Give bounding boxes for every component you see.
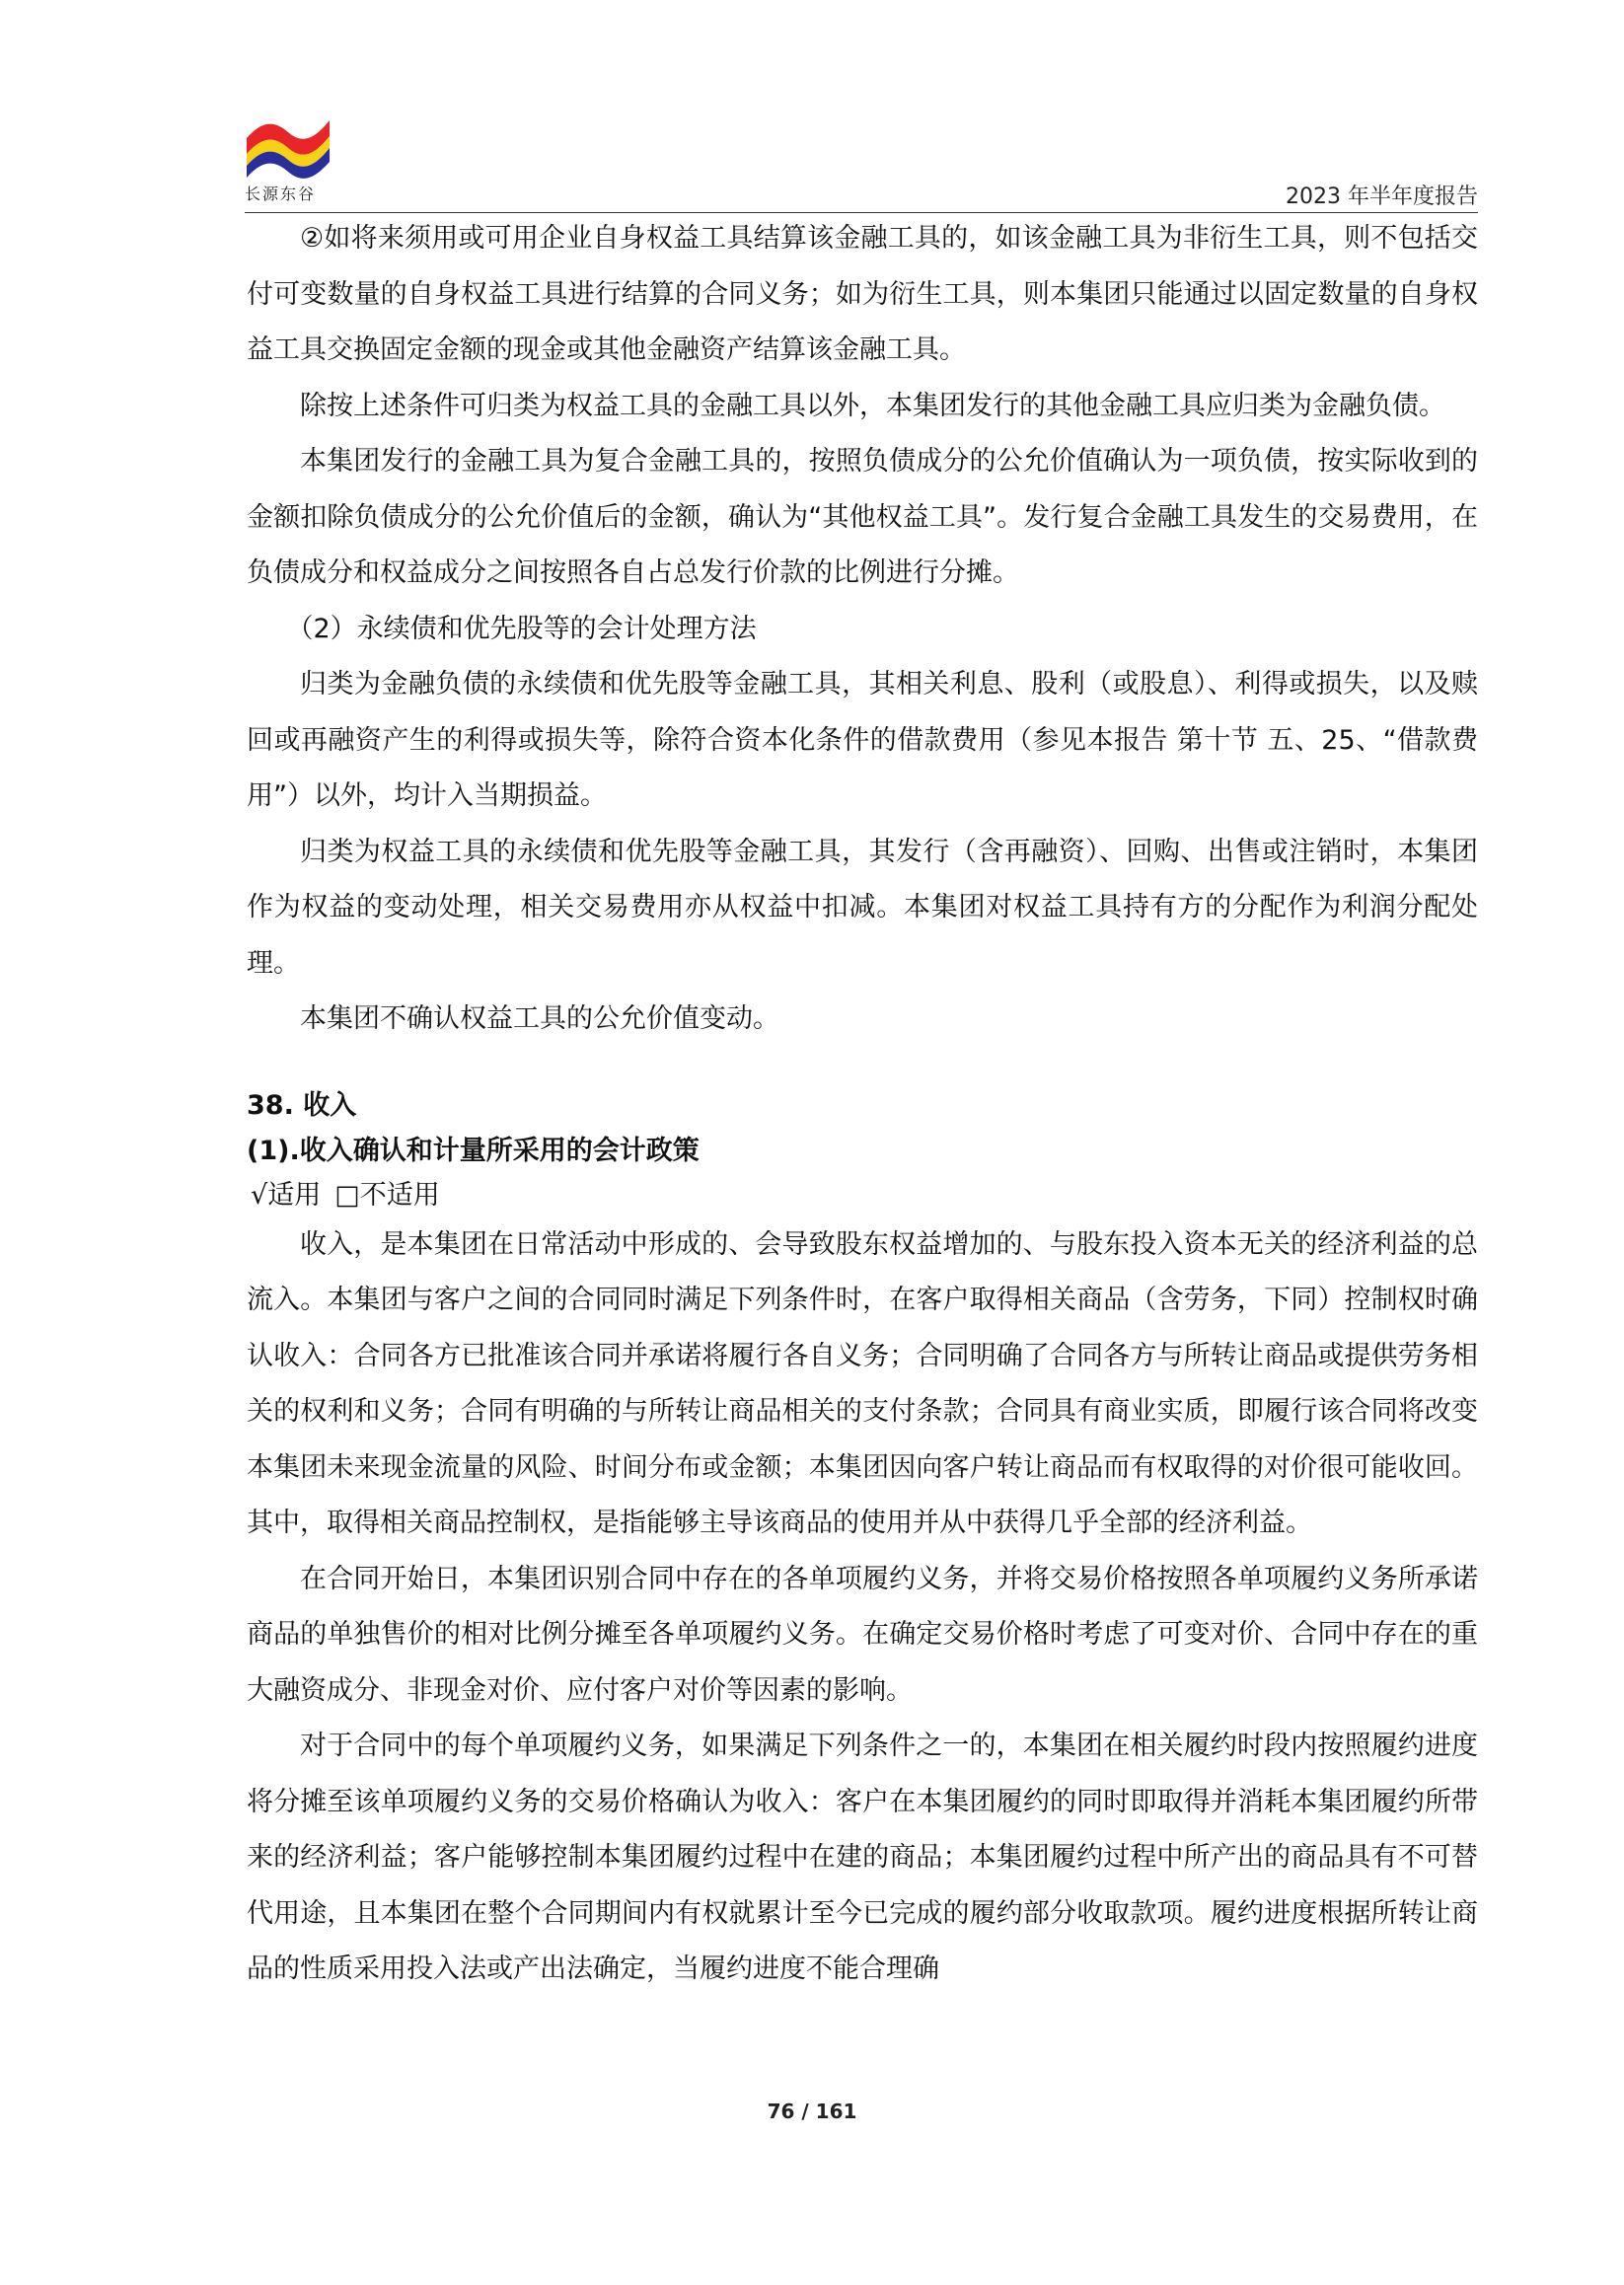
paragraph-over-time-recognition: 对于合同中的每个单项履约义务，如果满足下列条件之一的，本集团在相关履约时段内按照履约进度将分摊至该单项履约义务的交易价格确认为收入：客户在本集团履约的同时即取得并消耗本集团履约所带来的经济利益；客户能够控制本集团履约过程中在建的商品；本集团履约过程中所产出的商品具有不可替代用途，且本集团在整个合同期间内有权就累计至今已完成的履约部分收取款项。履约进度根据所转让商品的性质采用投入法或产出法确定，当履约进度不能合理确 [247, 1731, 1478, 1984]
paragraph-perpetual-bond-heading: （2）永续债和优先股等的会计处理方法 [286, 613, 757, 644]
page-header [245, 111, 1478, 219]
paragraph-compound-instrument: 本集团发行的金融工具为复合金融工具的，按照负债成分的公允价值确认为一项负债，按实际收到的金额扣除负债成分的公允价值后的金额，确认为“其他权益工具”。发行复合金融工具发生的交易费用，在负债成分和权益成分之间按照各自占总发行价款的比例进行分摊。 [247, 446, 1478, 588]
main-content [247, 211, 1478, 1998]
not-applicable-checkbox: □不适用 [334, 1179, 440, 1211]
logo-caption: 长源东谷 [245, 184, 317, 203]
applicable-checkbox: √适用 [251, 1179, 322, 1211]
section-spacer [247, 1048, 1478, 1083]
paragraph-liability-classified: 归类为金融负债的永续债和优先股等金融工具，其相关利息、股利（或股息）、利得或损失，以及赎回或再融资产生的利得或损失等，除符合资本化条件的借款费用（参见本报告 第十节 五、25、“借款费用”）以外，均计入当期损益。 [247, 669, 1478, 811]
applicability-row [251, 1174, 1478, 1217]
paragraph-revenue-definition: 收入，是本集团在日常活动中形成的、会导致股东权益增加的、与股东投入资本无关的经济利益的总流入。本集团与客户之间的合同同时满足下列条件时，在客户取得相关商品（含劳务，下同）控制权时确认收入：合同各方已批准该合同并承诺将履行各自义务；合同明确了合同各方与所转让商品或提供劳务相关的权利和义务；合同有明确的与所转让商品相关的支付条款；合同具有商业实质，即履行该合同将改变本集团未来现金流量的风险、时间分布或金额；本集团因向客户转让商品而有权取得的对价很可能收回。其中，取得相关商品控制权，是指能够主导该商品的使用并从中获得几乎全部的经济利益。 [247, 1228, 1478, 1538]
paragraph-performance-obligations: 在合同开始日，本集团识别合同中存在的各单项履约义务，并将交易价格按照各单项履约义务所承诺商品的单独售价的相对比例分摊至各单项履约义务。在确定交易价格时考虑了可变对价、合同中存在的重大融资成分、非现金对价、应付客户对价等因素的影响。 [247, 1563, 1478, 1706]
logo-wave-icon [245, 111, 332, 180]
subsection-heading: (1).收入确认和计量所采用的会计政策 [247, 1135, 700, 1166]
page-number: 76 / 161 [767, 2100, 857, 2123]
paragraph-financial-liability: 除按上述条件可归类为权益工具的金融工具以外，本集团发行的其他金融工具应归类为金融负债。 [300, 390, 1445, 421]
company-logo [245, 111, 333, 209]
paragraph-fair-value: 本集团不确认权益工具的公允价值变动。 [300, 1003, 779, 1034]
report-title: 2023 年半年度报告 [1286, 184, 1478, 209]
section-heading: 38. 收入 [247, 1089, 357, 1121]
paragraph-equity-classified: 归类为权益工具的永续债和优先股等金融工具，其发行（含再融资）、回购、出售或注销时，本集团作为权益的变动处理，相关交易费用亦从权益中扣减。本集团对权益工具持有方的分配作为利润分配处理。 [247, 836, 1478, 979]
paragraph-equity-settlement: ②如将来须用或可用企业自身权益工具结算该金融工具的，如该金融工具为非衍生工具，则不包括交付可变数量的自身权益工具进行结算的合同义务；如为衍生工具，则本集团只能通过以固定数量的自身权益工具交换固定金额的现金或其他金融资产结算该金融工具。 [247, 223, 1478, 365]
